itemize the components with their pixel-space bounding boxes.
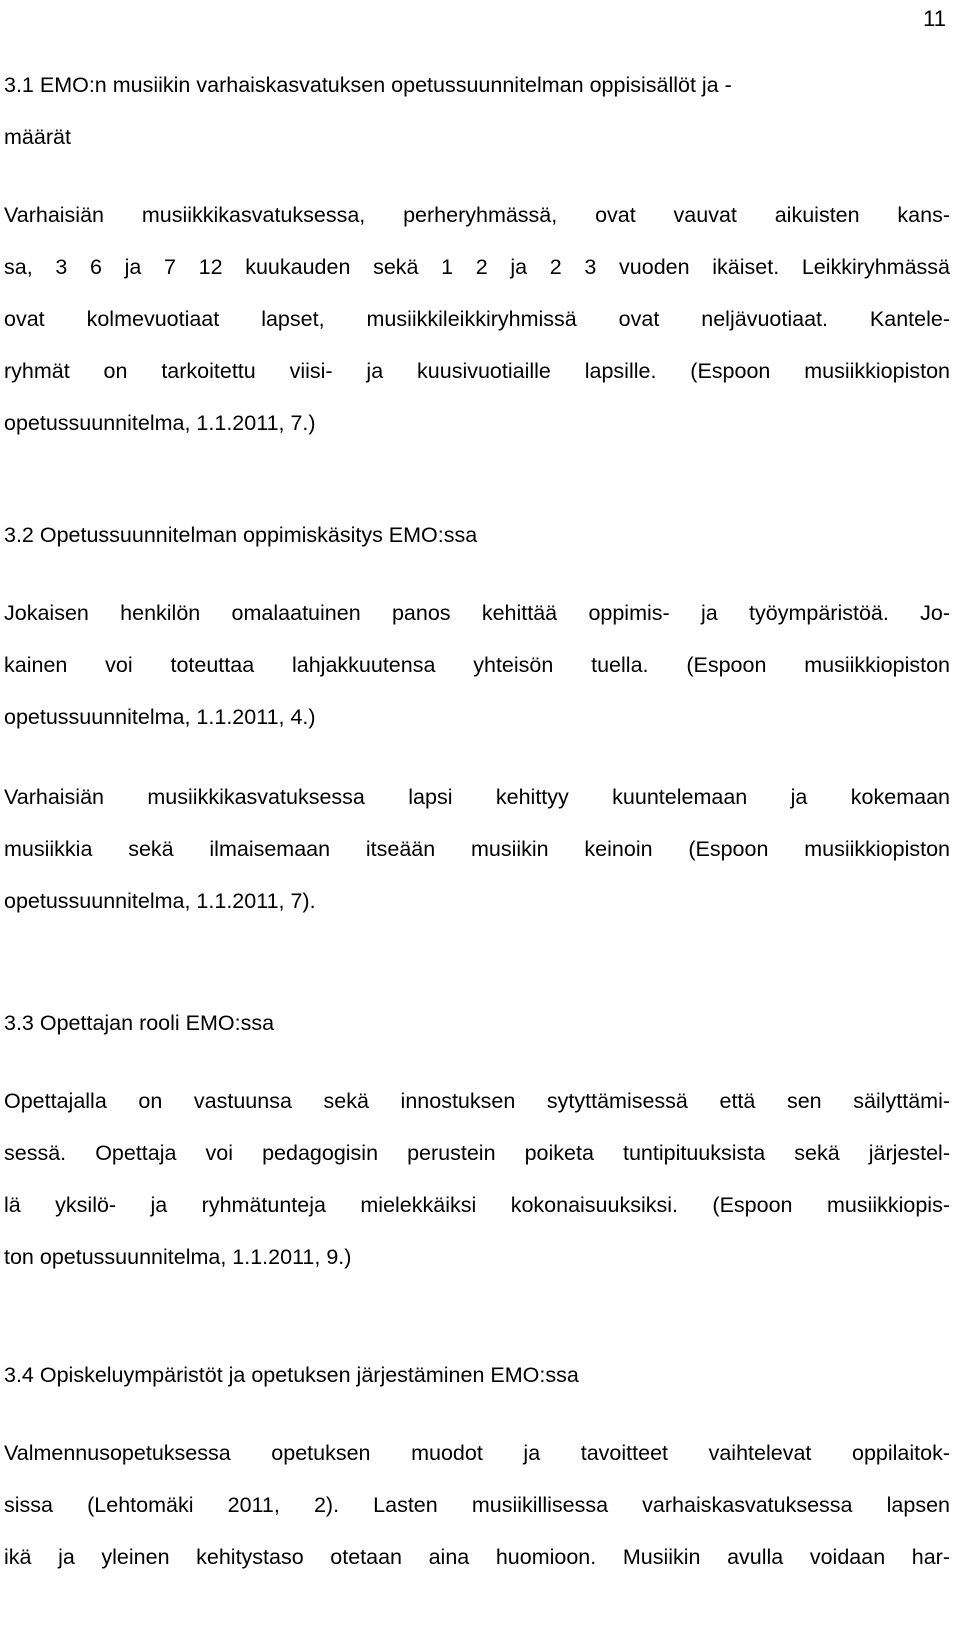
paragraph-line: Opettajalla on vastuunsa sekä innostuksen sytyttämisessä että sen säilyttämi- [4,1089,950,1113]
paragraph-line: sa, 3 6 ja 7 12 kuukauden sekä 1 2 ja 2 3 vuoden ikäiset. Leikkiryhmässä [4,255,950,279]
paragraph-line: ton opetussuunnitelma, 1.1.2011, 9.) [4,1245,352,1269]
paragraph-line: ovat kolmevuotiaat lapset, musiikkileikkiryhmissä ovat neljävuotiaat. Kantele- [4,307,950,331]
paragraph-line: Valmennusopetuksessa opetuksen muodot ja tavoitteet vaihtelevat oppilaitok- [4,1441,950,1465]
paragraph-line: Jokaisen henkilön omalaatuinen panos kehittää oppimis- ja työympäristöä. Jo- [4,601,950,625]
section-heading-3-1-cont: määrät [4,125,71,149]
paragraph-line: lä yksilö- ja ryhmätunteja mielekkäiksi kokonaisuuksiksi. (Espoon musiikkiopis- [4,1193,950,1217]
section-heading-3-4: 3.4 Opiskeluympäristöt ja opetuksen järjestäminen EMO:ssa [4,1363,579,1387]
paragraph-line: ikä ja yleinen kehitystaso otetaan aina huomioon. Musiikin avulla voidaan har- [4,1545,950,1569]
paragraph-line: Varhaisiän musiikkikasvatuksessa, perheryhmässä, ovat vauvat aikuisten kans- [4,203,950,227]
section-heading-3-2: 3.2 Opetussuunnitelman oppimiskäsitys EMO:ssa [4,523,478,547]
quote-line: Varhaisiän musiikkikasvatuksessa lapsi kehittyy kuuntelemaan ja kokemaan [4,785,950,809]
section-heading-3-1: 3.1 EMO:n musiikin varhaiskasvatuksen opetussuunnitelman oppisisällöt ja - [4,73,732,97]
paragraph-line: opetussuunnitelma, 1.1.2011, 4.) [4,705,316,729]
quote-line: opetussuunnitelma, 1.1.2011, 7). [4,889,316,913]
paragraph-line: sissa (Lehtomäki 2011, 2). Lasten musiikillisessa varhaiskasvatuksessa lapsen [4,1493,950,1517]
paragraph-line: sessä. Opettaja voi pedagogisin perustein poiketa tuntipituuksista sekä järjestel- [4,1141,950,1165]
quote-line: musiikkia sekä ilmaisemaan itseään musiikin keinoin (Espoon musiikkiopiston [4,837,950,861]
page-number: 11 [923,6,946,31]
paragraph-line: opetussuunnitelma, 1.1.2011, 7.) [4,411,316,435]
section-heading-3-3: 3.3 Opettajan rooli EMO:ssa [4,1011,275,1035]
paragraph-line: kainen voi toteuttaa lahjakkuutensa yhteisön tuella. (Espoon musiikkiopiston [4,653,950,677]
paragraph-line: ryhmät on tarkoitettu viisi- ja kuusivuotiaille lapsille. (Espoon musiikkiopiston [4,359,950,383]
